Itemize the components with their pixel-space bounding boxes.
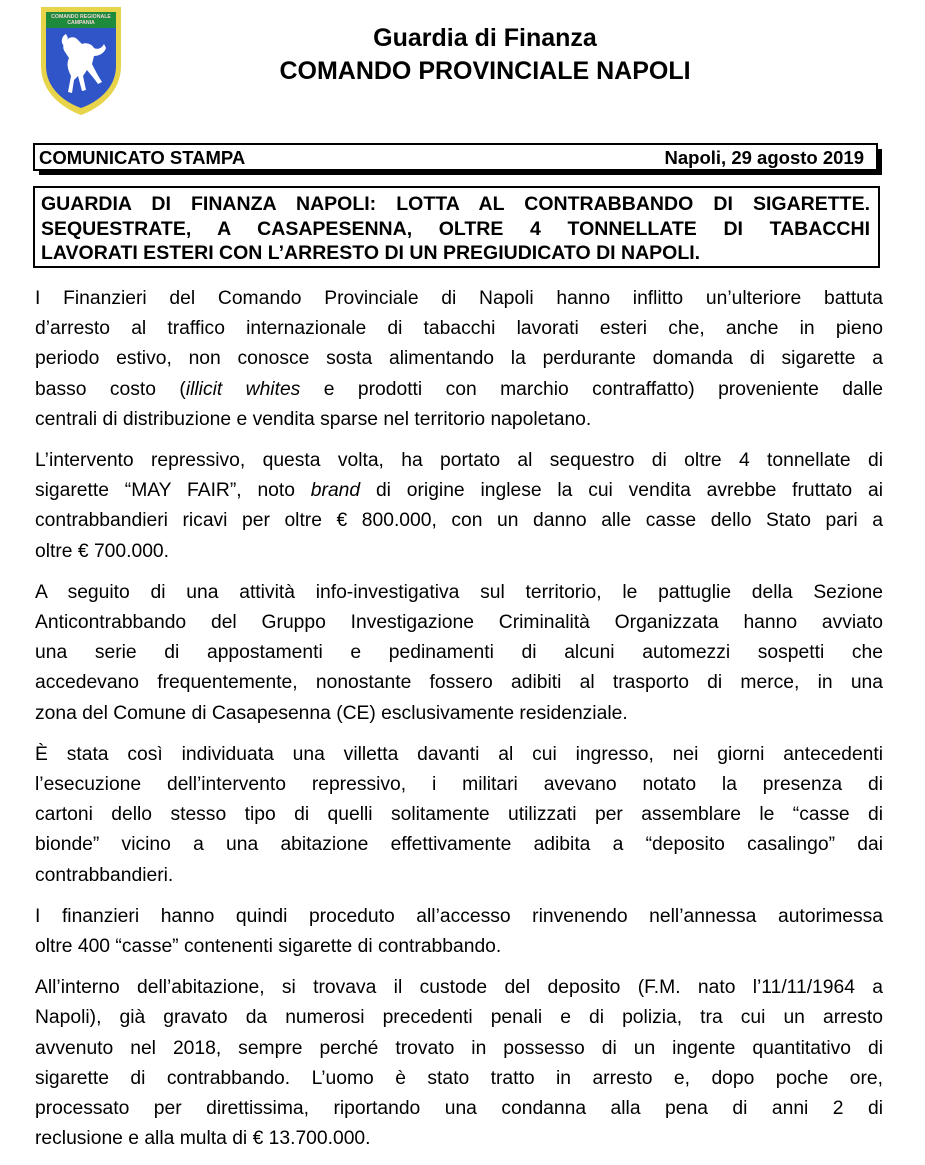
headline-line: SEQUESTRATE, A CASAPESENNA, OLTRE 4 TONNELLATE DI TABACCHI	[41, 217, 870, 240]
paragraph-line: l’esecuzione dell’intervento repressivo, i militari avevano notato la presenza di	[35, 774, 883, 796]
paragraph	[35, 902, 883, 962]
comunicato-label: COMUNICATO STAMPA	[39, 147, 246, 168]
paragraph-line: basso costo (illicit whites e prodotti con marchio contraffatto) proveniente dalle	[35, 378, 883, 400]
paragraph-line: I finanzieri hanno quindi proceduto all’accesso rinvenendo nell’annessa autorimessa	[35, 905, 883, 927]
headline-line: GUARDIA DI FINANZA NAPOLI: LOTTA AL CONTRABBANDO DI SIGARETTE.	[41, 193, 870, 215]
paragraph-line: sigarette di contrabbando. L’uomo è stato tratto in arresto e, dopo poche ore,	[35, 1067, 883, 1089]
paragraph-line: sigarette “MAY FAIR”, noto brand di origine inglese la cui vendita avrebbe fruttato ai	[35, 480, 883, 502]
paragraph-line: A seguito di una attività info-investigativa sul territorio, le pattuglie della Sezione	[35, 581, 883, 603]
paragraph-line: centrali di distribuzione e vendita sparse nel territorio napoletano.	[35, 408, 592, 430]
paragraph-line: Anticontrabbando del Gruppo Investigazione Criminalità Organizzata hanno avviato	[35, 612, 883, 634]
paragraph-line: reclusione e alla multa di € 13.700.000.	[35, 1128, 371, 1150]
paragraph-line: contrabbandieri.	[35, 864, 174, 886]
italic-term: illicit whites	[185, 378, 301, 400]
paragraph-line: una serie di appostamenti e pedinamenti di alcuni automezzi sospetti che	[35, 642, 883, 664]
paragraph-line: cartoni dello stesso tipo di quelli solitamente utilizzati per assemblare le “casse di	[35, 804, 883, 826]
paragraph-line: periodo estivo, non conosce sosta alimentando la perdurante domanda di sigarette a	[35, 348, 883, 370]
paragraph-line: È stata così individuata una villetta davanti al cui ingresso, nei giorni antecedenti	[35, 743, 883, 765]
paragraph-line: oltre € 700.000.	[35, 540, 169, 562]
paragraph	[35, 284, 883, 435]
article-body	[35, 284, 883, 1165]
paragraph-line: processato per direttissima, riportando una condanna alla pena di anni 2 di	[35, 1098, 883, 1120]
logo-text-2: CAMPANIA	[67, 20, 95, 26]
paragraph-line: accedevano frequentemente, nonostante fossero adibiti al trasporto di merce, in una	[35, 672, 883, 694]
paragraph	[35, 578, 883, 729]
comunicato-date: Napoli, 29 agosto 2019	[664, 147, 864, 168]
paragraph-line: L’intervento repressivo, questa volta, ha portato al sequestro di oltre 4 tonnellate di	[35, 450, 883, 472]
paragraph-line: avvenuto nel 2018, sempre perché trovato in possesso di un ingente quantitativo di	[35, 1037, 883, 1059]
italic-term: brand	[310, 480, 361, 502]
comunicato-box	[33, 143, 878, 171]
header-org: Guardia di Finanza	[373, 24, 597, 52]
logo-text-1: COMANDO REGIONALE	[51, 14, 111, 20]
paragraph-line: zona del Comune di Casapesenna (CE) esclusivamente residenziale.	[35, 702, 628, 724]
paragraph-line: I Finanzieri del Comando Provinciale di Napoli hanno inflitto un’ulteriore battuta	[35, 288, 883, 309]
headline-box	[33, 186, 880, 268]
paragraph-line: contrabbandieri ricavi per oltre € 800.000, con un danno alle casse dello Stato pari a	[35, 510, 883, 532]
paragraph	[35, 740, 883, 891]
headline-line: LAVORATI ESTERI CON L’ARRESTO DI UN PREGIUDICATO DI NAPOLI.	[41, 242, 701, 264]
header-command: COMANDO PROVINCIALE NAPOLI	[279, 57, 691, 85]
paragraph-line: All’interno dell’abitazione, si trovava il custode del deposito (F.M. nato l’11/11/1964 a	[35, 977, 883, 999]
paragraph-line: d’arresto al traffico internazionale di tabacchi lavorati esteri che, anche in pieno	[35, 318, 883, 340]
paragraph-line: bionde” vicino a una abitazione effettivamente adibita a “deposito casalingo” dai	[35, 834, 883, 856]
paragraph-line: oltre 400 “casse” contenenti sigarette di contrabbando.	[35, 936, 502, 958]
paragraph	[35, 973, 883, 1154]
paragraph	[35, 446, 883, 567]
paragraph-line: Napoli), già gravato da numerosi precedenti penali e di polizia, tra cui un arresto	[35, 1007, 883, 1029]
